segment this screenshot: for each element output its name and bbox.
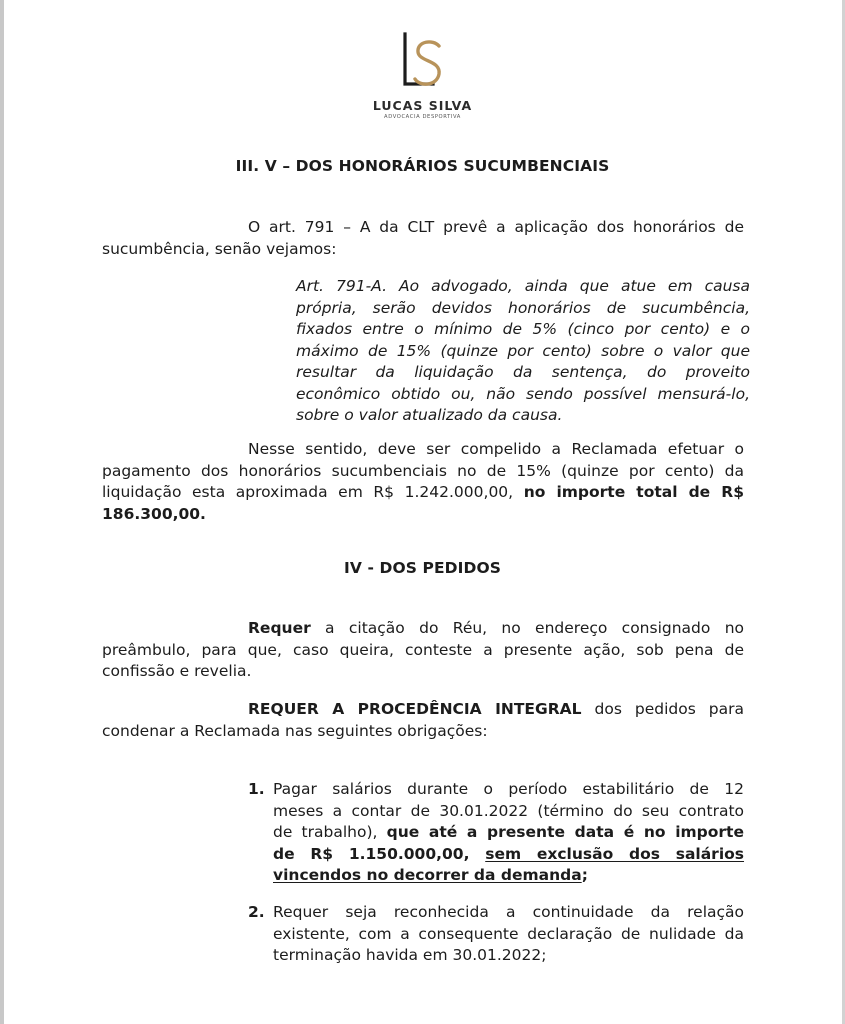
- text-line: [273, 822, 744, 844]
- text-span: dos pedidos para: [581, 700, 744, 718]
- text-line: sucumbência, senão vejamos:: [102, 239, 337, 258]
- total-amount-label: no importe total de R$: [523, 483, 744, 501]
- paragraph-procedencia: [102, 699, 744, 742]
- text-span: de trabalho),: [273, 823, 387, 841]
- text-span: Nesse sentido, deve ser compelido a Reclamada efetuar o: [248, 440, 744, 458]
- paragraph-intro: [102, 217, 744, 260]
- text-line: [102, 217, 744, 239]
- citation-line: Art. 791-A. Ao advogado, ainda que atue em causa: [296, 277, 750, 295]
- text-line: [102, 504, 744, 526]
- citation-line: econômico obtido ou, não sendo possível mensurá-lo,: [296, 384, 750, 403]
- bold-keyword: Requer: [248, 619, 311, 637]
- text-line: existente, com a consequente declaração de nulidade da: [273, 924, 744, 943]
- text-line: meses a contar de 30.01.2022 (término do seu contrato: [273, 801, 744, 820]
- item-number: 2.: [248, 903, 265, 921]
- text-line: confissão e revelia.: [102, 662, 252, 680]
- paragraph-conclusion: [102, 439, 744, 525]
- text-line: [102, 618, 744, 640]
- text-line: [273, 865, 744, 887]
- section-heading-honorarios: III. V – DOS HONORÁRIOS SUCUMBENCIAIS: [235, 157, 610, 175]
- firm-name: LUCAS SILVA: [372, 98, 473, 113]
- citation-line: sobre o valor atualizado da causa.: [296, 406, 563, 424]
- item-number: 1.: [248, 780, 265, 798]
- citation-line: própria, serão devidos honorários de sucumbência,: [296, 298, 750, 317]
- firm-subtitle: ADVOCACIA DESPORTIVA: [384, 114, 461, 120]
- text-span: a citação do Réu, no endereço consignado no: [310, 619, 744, 637]
- ls-monogram-icon: [393, 30, 453, 96]
- text-line: condenar a Reclamada nas seguintes obrigações:: [102, 721, 488, 740]
- legal-citation-block: [296, 276, 750, 427]
- underlined-text: sem exclusão dos salários: [485, 844, 745, 863]
- citation-line: fixados entre o mínimo de 5% (cinco por cento) e o: [296, 320, 750, 338]
- text-span: ;: [581, 866, 588, 884]
- text-line: [102, 699, 744, 721]
- text-line: preâmbulo, para que, caso queira, conteste a presente ação, sob pena de: [102, 640, 744, 659]
- citation-line: resultar da liquidação da sentença, do proveito: [296, 363, 750, 381]
- text-line: [102, 439, 744, 461]
- text-span: O art. 791 – A da CLT prevê a aplicação dos honorários de: [248, 218, 744, 236]
- list-item: [248, 779, 744, 887]
- text-line: [273, 844, 744, 866]
- total-amount-value: 186.300,00.: [102, 504, 206, 523]
- list-item: [248, 902, 744, 967]
- bold-amount: de R$ 1.150.000,00,: [273, 844, 486, 863]
- paragraph-citacao: [102, 618, 744, 683]
- page-edge-left: [0, 0, 4, 1024]
- text-line: [102, 482, 744, 504]
- underlined-text: vincendos no decorrer da demanda: [273, 866, 582, 884]
- section-heading-pedidos: IV - DOS PEDIDOS: [344, 559, 501, 577]
- text-line: Requer seja reconhecida a continuidade da relação: [273, 903, 744, 921]
- text-line: Pagar salários durante o período estabilitário de 12: [273, 780, 744, 798]
- bold-keyword: REQUER A PROCEDÊNCIA INTEGRAL: [248, 700, 582, 718]
- firm-logo: [360, 30, 485, 120]
- bold-text: que até a presente data é no importe: [386, 823, 744, 841]
- text-line: pagamento dos honorários sucumbenciais no de 15% (quinze por cento) da: [102, 461, 744, 480]
- text-line: terminação havida em 30.01.2022;: [273, 946, 547, 964]
- citation-line: máximo de 15% (quinze por cento) sobre o valor que: [296, 341, 750, 360]
- text-span: liquidação esta aproximada em R$ 1.242.000,00,: [102, 483, 524, 501]
